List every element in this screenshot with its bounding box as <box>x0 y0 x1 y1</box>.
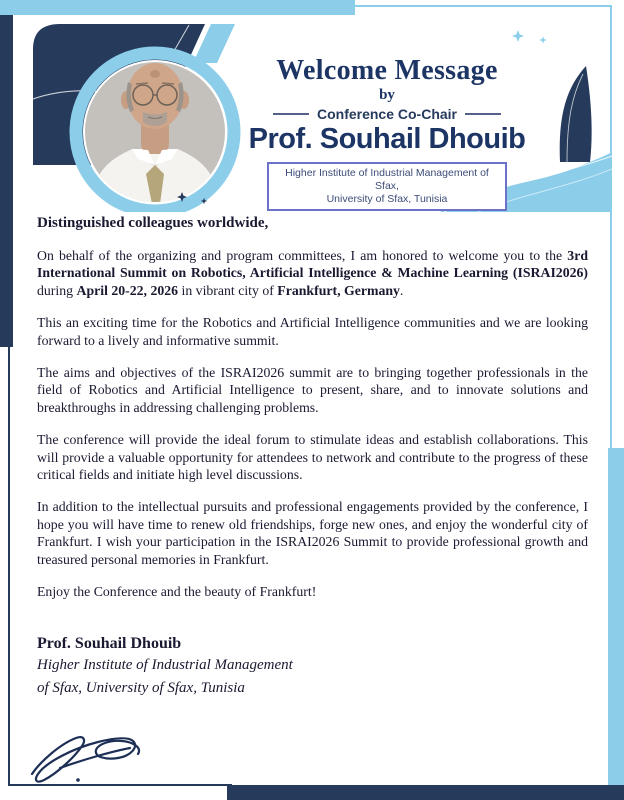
signoff-affiliation-line1: Higher Institute of Industrial Management <box>37 656 293 673</box>
left-accent-strip <box>0 15 13 347</box>
left-border-line <box>8 340 10 786</box>
top-accent-bar <box>0 0 355 15</box>
sparkle-icon <box>512 30 547 44</box>
role-label: Conference Co-Chair <box>316 106 458 122</box>
signature <box>26 724 166 788</box>
paragraph-3: The aims and objectives of the ISRAI2026 summit are to bringing together professionals in the field of Robotics and Artificial Intelligence to present, share, and to innovate solutions and breakthroughs in addressing challenging problems. <box>37 365 588 415</box>
cochair-photo <box>76 53 234 211</box>
right-accent-strip <box>608 448 624 797</box>
hero-text-block <box>242 56 532 211</box>
affiliation-line2: University of Sfax, Tunisia <box>326 193 448 205</box>
role-row <box>242 106 532 122</box>
signoff-block <box>37 634 588 700</box>
top-border-line <box>355 5 612 7</box>
signoff-name: Prof. Souhail Dhouib <box>37 634 182 652</box>
greeting: Distinguished colleagues worldwide, <box>37 215 269 231</box>
by-label: by <box>379 87 395 103</box>
letter-body <box>37 214 588 700</box>
divider-dash <box>273 113 309 115</box>
affiliation-box <box>267 162 507 211</box>
paragraph-5: In addition to the intellectual pursuits and professional engagements provided by the conference, I hope you will have time to renew old friendships, forge new ones, and enjoy the wonderful city of Frankfurt. I wish your participation in the ISRAI2026 Summit to provide professional growth and treasured personal memories in Frankfurt. <box>37 499 588 567</box>
paragraph-2: This an exciting time for the Robotics and Artificial Intelligence communities and we are looking forward to a lively and informative summit. <box>37 315 588 348</box>
closing-line: Enjoy the Conference and the beauty of Frankfurt! <box>37 584 317 600</box>
divider-dash <box>465 113 501 115</box>
bottom-accent-bar <box>227 785 624 800</box>
paragraph-1: On behalf of the organizing and program committees, I am honored to welcome you to the 3rd International Summit on Robotics, Artificial Intelligence & Machine Learning (ISRAI2026) during April 20-22, 2026 in vibrant city of Frankfurt, Germany. <box>37 248 588 298</box>
page-title: Welcome Message <box>276 55 498 86</box>
signoff-affiliation-line2: of Sfax, University of Sfax, Tunisia <box>37 679 245 696</box>
fin-shape <box>560 66 592 162</box>
paragraph-4: The conference will provide the ideal forum to stimulate ideas and establish collaborations. This will provide a valuable opportunity for attendees to network and contribute to the progress of these critical fields and initiate high level discussions. <box>37 432 588 483</box>
affiliation-line1: Higher Institute of Industrial Management of Sfax, <box>285 167 489 192</box>
cochair-name: Prof. Souhail Dhouib <box>248 123 526 155</box>
